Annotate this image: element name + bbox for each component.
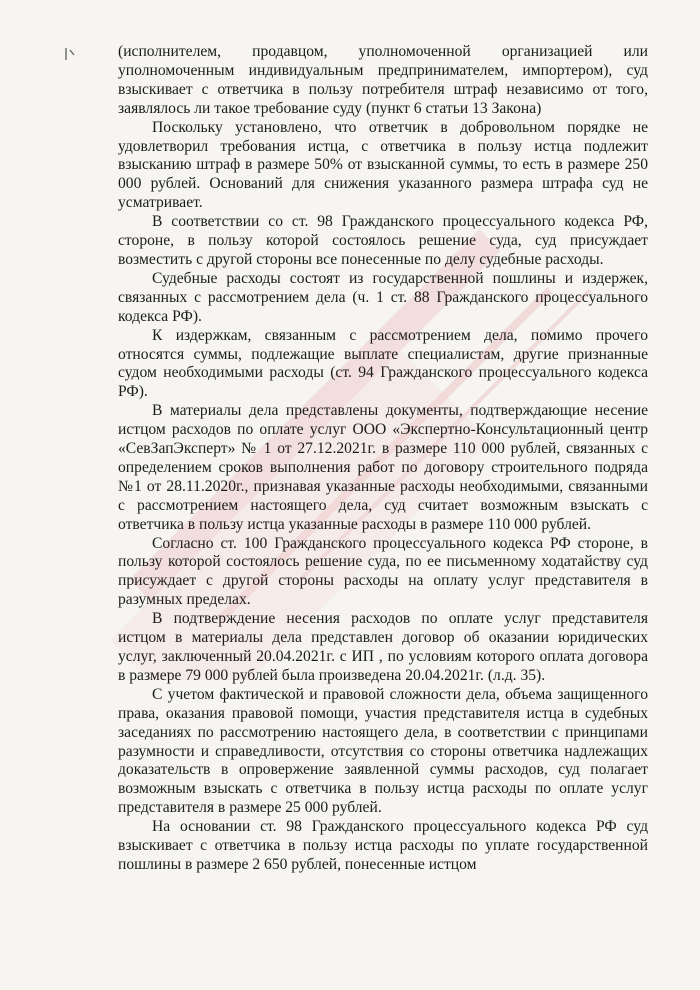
document-body bbox=[118, 43, 648, 875]
paragraph-7: Согласно ст. 100 Гражданского процессуального кодекса РФ стороне, в пользу которой состоялось решение суда, по ее письменному ходатайству суд присуждает с другой стороны расходы на оплату услуг представителя в разумных пределах. bbox=[118, 534, 648, 609]
paragraph-9: С учетом фактической и правовой сложности дела, объема защищенного права, оказания правовой помощи, участия представителя истца в судебных заседаниях по рассмотрению настоящего дела, в соответствии с принципами разумности и справедливости, отсутствия со стороны ответчика надлежащих доказательств в опровержение заявленной суммы расходов, суд полагает возможным взыскать с ответчика в пользу истца расходы по оплате услуг представителя в размере 25 000 рублей. bbox=[118, 685, 648, 817]
paragraph-5: К издержкам, связанным с рассмотрением дела, помимо прочего относятся суммы, подлежащие выплате специалистам, другие признанные судом необходимыми расходы (ст. 94 Гражданского процессуального кодекса РФ). bbox=[118, 326, 648, 401]
paragraph-10: На основании ст. 98 Гражданского процессуального кодекса РФ суд взыскивает с ответчика в пользу истца расходы по уплате государственной пошлины в размере 2 650 рублей, понесенные истцом bbox=[118, 818, 648, 873]
paragraph-2: Поскольку установлено, что ответчик в добровольном порядке не удовлетворил требования истца, с ответчика в пользу истца подлежит взысканию штраф в размере 50% от взысканной суммы, то есть в размере 250 000 рублей. Оснований для снижения указанного размера штрафа суд не усматривает. bbox=[118, 118, 648, 212]
paragraph-6: В материалы дела представлены документы, подтверждающие несение истцом расходов по оплате услуг ООО «Экспертно-Консультационный центр «СевЗапЭксперт» № 1 от 27.12.2021г. в размере 110 000 рублей, связанных с определением сроков выполнения работ по договору строительного подряда №1 от 28.11.2020г., признавая указанные расходы необходимыми, связанными с рассмотрением настоящего дела, суд считает возможным взыскать с ответчика в пользу истца указанные расходы в размере 110 000 рублей. bbox=[118, 402, 648, 533]
paragraph-3: В соответствии со ст. 98 Гражданского процессуального кодекса РФ, стороне, в пользу которой состоялось решение суда, суд присуждает возместить с другой стороны все понесенные по делу судебные расходы. bbox=[118, 213, 648, 268]
paragraph-4: Судебные расходы состоят из государственной пошлины и издержек, связанных с рассмотрением дела (ч. 1 ст. 88 Гражданского процессуального кодекса РФ). bbox=[118, 269, 648, 325]
paragraph-8: В подтверждение несения расходов по оплате услуг представителя истцом в материалы дела представлен договор об оказании юридических услуг, заключенный 20.04.2021г. с ИП , по условиям которого оплата договора в размере 79 000 рублей была произведена 20.04.2021г. (л.д. 35). bbox=[118, 610, 648, 684]
paragraph-1: (исполнителем, продавцом, уполномоченной организацией или уполномоченным индивидуальным предпринимателем, импортером), суд взыскивает с ответчика в пользу потребителя штраф независимо от того, заявлялось ли такое требование суду (пункт 6 статьи 13 Закона) bbox=[118, 43, 648, 117]
margin-mark bbox=[63, 46, 77, 64]
